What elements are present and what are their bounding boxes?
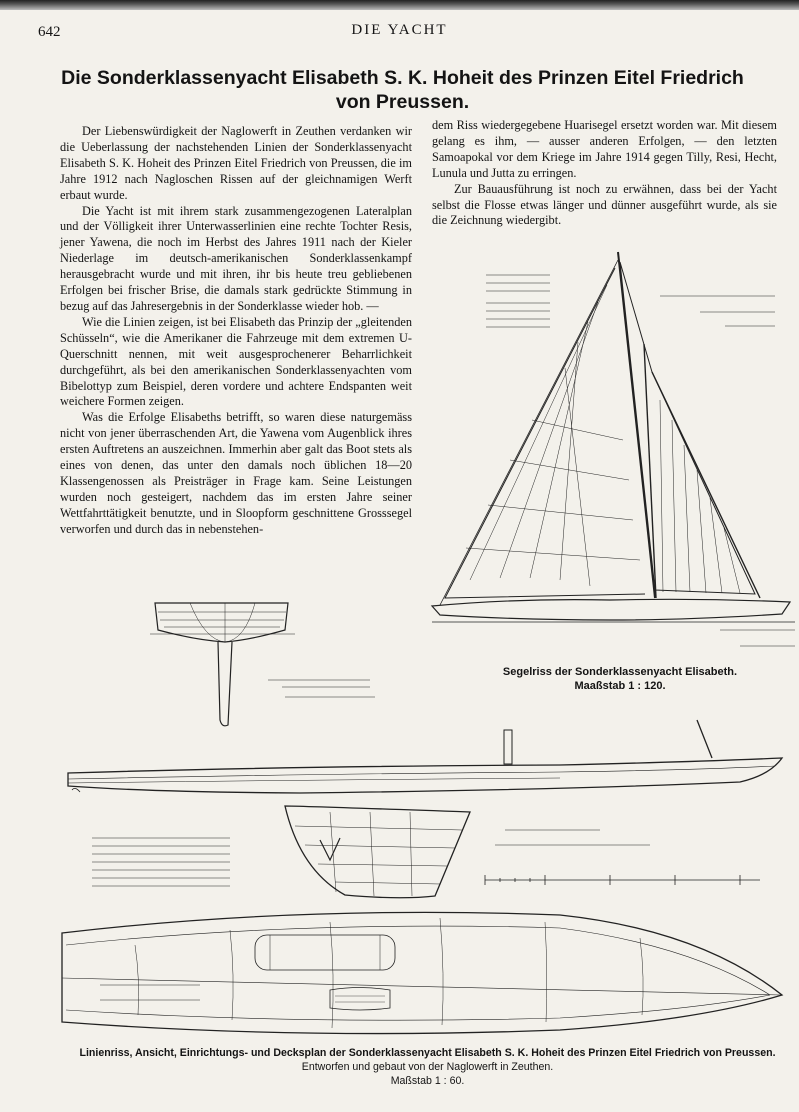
deck-plan-drawing: [62, 912, 782, 1033]
title-line-2: von Preussen.: [335, 91, 470, 113]
paragraph: Die Yacht ist mit ihrem stark zusammengezogenen Lateralplan und der Völligkeit ihrer Unterwasserlinien eine rechte Tochter Resis, jener Yawena, die noch im Herbst des Jahres 1911 nach der Kieler Niederlage im deutsch-amerikanischen Sonderklassenkampf herausgebracht wurde und mit ihren, ihr bis heute treu gebliebenen Erfolgen bei frischer Brise, die damals stark gedrückte Stimmung in bezug auf das Jahresergebnis in der Sonderklasse wieder hob. —: [60, 203, 412, 313]
paragraph: Der Liebenswürdigkeit der Naglowerft in Zeuthen verdanken wir die Ueberlassung der nachstehenden Linien der Sonderklassenyacht Elisabeth S. K. Hoheit des Prinzen Eitel Friedrich von Preussen, die im Jahre 1912 nach Nagloschen Rissen auf der gleichnamigen Werft erbaut wurde.: [60, 124, 412, 202]
paragraph: dem Riss wiedergegebene Huarisegel ersetzt worden war. Mit diesem gelang es ihm, — ausser anderen Erfolgen, — den letzten Samoapokal vor dem Kriege im Jahre 1914 gegen Tilly, Resi, Hecht, Lunula und Jutta zu erringen.: [432, 118, 777, 180]
sail-plan-title: Segelriss der Sonderklassenyacht Elisabeth.: [502, 666, 738, 678]
paragraph: Was die Erfolge Elisabeths betrifft, so waren diese naturgemäss nicht von jener überraschenden Art, die Yawena vom Augenblick ihres ersten Auftretens an auszeichnen. Immerhin aber galt das Boot stets als eines von denen, das unter den damals noch üblichen 18—20 Klassengenossen als Preisträger in Frage kam. Seine Leistungen wurden noch gesteigert, nachdem das im ersten Jahre seiner Wettfahrttätigkeit benutzte, und in Sloopform geschnittene Grosssegel verworfen und durch das in nebenstehen-: [60, 410, 412, 536]
paragraph: Wie die Linien zeigen, ist bei Elisabeth das Prinzip der „gleitenden Schüsseln“, wie die Amerikaner die Fahrzeuge mit dem extremen U-Querschnitt nennen, mit weit ausgesprochenerer Beharrlichkeit durchgeführt, als bei den amerikanischen Sonderklassenyachten vom Bibelottyp zum Beispiel, deren vordere und achtere Endspanten weit weichere Formen zeigen.: [60, 314, 412, 409]
sail-plan-caption: [470, 665, 770, 693]
midship-section-drawing: [150, 603, 375, 726]
lines-caption-scale: Maßstab 1 : 60.: [390, 1075, 465, 1087]
profile-view-drawing: [68, 720, 782, 898]
lines-caption-sub: Entworfen und gebaut von der Naglowerft in Zeuthen.: [301, 1061, 554, 1073]
running-head: DIE YACHT: [351, 22, 448, 38]
sail-plan-scale: Maaßstab 1 : 120.: [574, 680, 666, 692]
sail-plan-drawing: [432, 252, 795, 646]
paragraph: Zur Bauausführung ist noch zu erwähnen, dass bei der Yacht selbst die Flosse etwas länger und dünner ausgeführt wurde, als sie die Zeichnung wiedergibt.: [432, 181, 777, 228]
page-number: 642: [38, 24, 61, 40]
lines-caption: [60, 1046, 795, 1088]
title-line-1: Die Sonderklassenyacht Elisabeth S. K. Hoheit des Prinzen Eitel Friedrich: [61, 67, 744, 89]
lines-caption-title: Linienriss, Ansicht, Einrichtungs- und Decksplan der Sonderklassenyacht Elisabeth S. K. Hoheit des Prinzen Eitel Friedrich von Preussen.: [79, 1047, 776, 1059]
